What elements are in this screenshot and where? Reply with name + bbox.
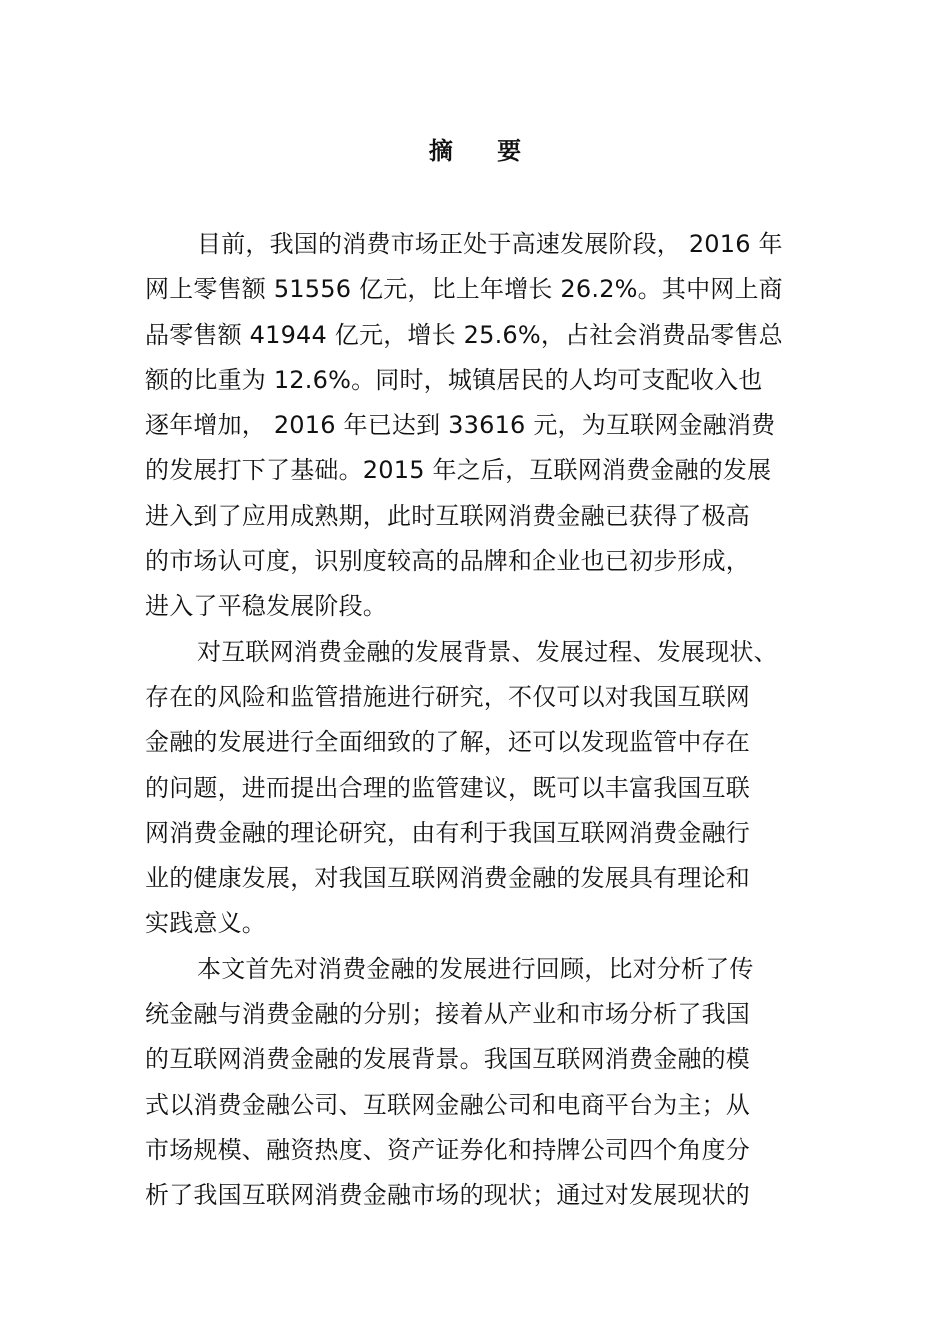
paragraph-3 xyxy=(145,947,825,1219)
text-line: 额的比重为 12.6%。同时，城镇居民的人均可支配收入也 xyxy=(145,365,763,394)
text-line: 统金融与消费金融的分别；接着从产业和市场分析了我国 xyxy=(145,1000,750,1029)
text-line: 式以消费金融公司、互联网金融公司和电商平台为主；从 xyxy=(145,1090,750,1119)
text-line: 存在的风险和监管措施进行研究，不仅可以对我国互联网 xyxy=(145,682,750,711)
text-line: 业的健康发展，对我国互联网消费金融的发展具有理论和 xyxy=(145,864,750,893)
text-line: 的市场认可度，识别度较高的品牌和企业也已初步形成， xyxy=(145,547,750,576)
text-line: 的发展打下了基础。2015 年之后，互联网消费金融的发展 xyxy=(145,456,772,485)
text-line: 市场规模、融资热度、资产证券化和持牌公司四个角度分 xyxy=(145,1135,750,1164)
paragraph-2 xyxy=(145,630,825,947)
text-line: 逐年增加， 2016 年已达到 33616 元，为互联网金融消费 xyxy=(145,411,776,440)
text-line: 目前，我国的消费市场正处于高速发展阶段， 2016 年 xyxy=(197,230,783,258)
abstract-body xyxy=(145,222,825,1219)
text-line: 进入了平稳发展阶段。 xyxy=(145,592,387,621)
paragraph-1 xyxy=(145,222,825,630)
text-line: 对互联网消费金融的发展背景、发展过程、发展现状、 xyxy=(197,637,778,666)
text-line: 本文首先对消费金融的发展进行回顾，比对分析了传 xyxy=(197,954,754,983)
text-line: 进入到了应用成熟期，此时互联网消费金融已获得了极高 xyxy=(145,501,750,530)
text-line: 的问题，进而提出合理的监管建议，既可以丰富我国互联 xyxy=(145,773,750,802)
text-line: 网消费金融的理论研究，由有利于我国互联网消费金融行 xyxy=(145,818,750,847)
text-line: 实践意义。 xyxy=(145,909,266,938)
text-line: 的互联网消费金融的发展背景。我国互联网消费金融的模 xyxy=(145,1045,750,1074)
text-line: 品零售额 41944 亿元，增长 25.6%，占社会消费品零售总 xyxy=(145,320,783,349)
abstract-title: 摘 要 xyxy=(428,137,540,165)
text-line: 金融的发展进行全面细致的了解，还可以发现监管中存在 xyxy=(145,728,750,757)
text-line: 析了我国互联网消费金融市场的现状；通过对发展现状的 xyxy=(145,1181,750,1210)
text-line: 网上零售额 51556 亿元，比上年增长 26.2%。其中网上商 xyxy=(145,275,783,304)
